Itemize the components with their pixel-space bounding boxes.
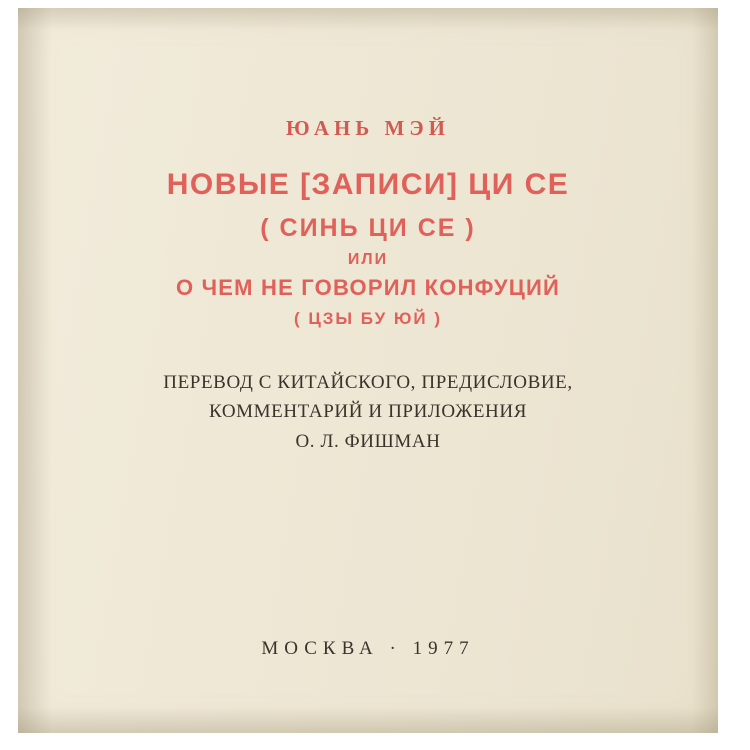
book-title-alternate-transliteration: ( ЦЗЫ БУ ЮЙ ): [293, 308, 443, 328]
book-title-or: ИЛИ: [347, 250, 389, 268]
credits-line-1: ПЕРЕВОД С КИТАЙСКОГО, ПРЕДИСЛОВИЕ,: [163, 372, 573, 393]
book-title-page: [18, 8, 718, 733]
credits-block: [18, 368, 718, 456]
book-title-transliteration: ( СИНЬ ЦИ СЕ ): [260, 213, 476, 242]
book-title-alternate: О ЧЕМ НЕ ГОВОРИЛ КОНФУЦИЙ: [176, 274, 560, 300]
title-page-content: [18, 8, 718, 733]
book-title-main: НОВЫЕ [ЗАПИСИ] ЦИ СЕ: [166, 168, 570, 201]
title-block: [18, 166, 718, 329]
imprint-line: МОСКВА · 1977: [261, 638, 475, 659]
credits-line-3: О. Л. ФИШМАН: [295, 430, 441, 452]
author-name: ЮАНЬ МЭЙ: [286, 116, 450, 140]
credits-line-2: КОММЕНТАРИЙ И ПРИЛОЖЕНИЯ: [209, 401, 527, 423]
